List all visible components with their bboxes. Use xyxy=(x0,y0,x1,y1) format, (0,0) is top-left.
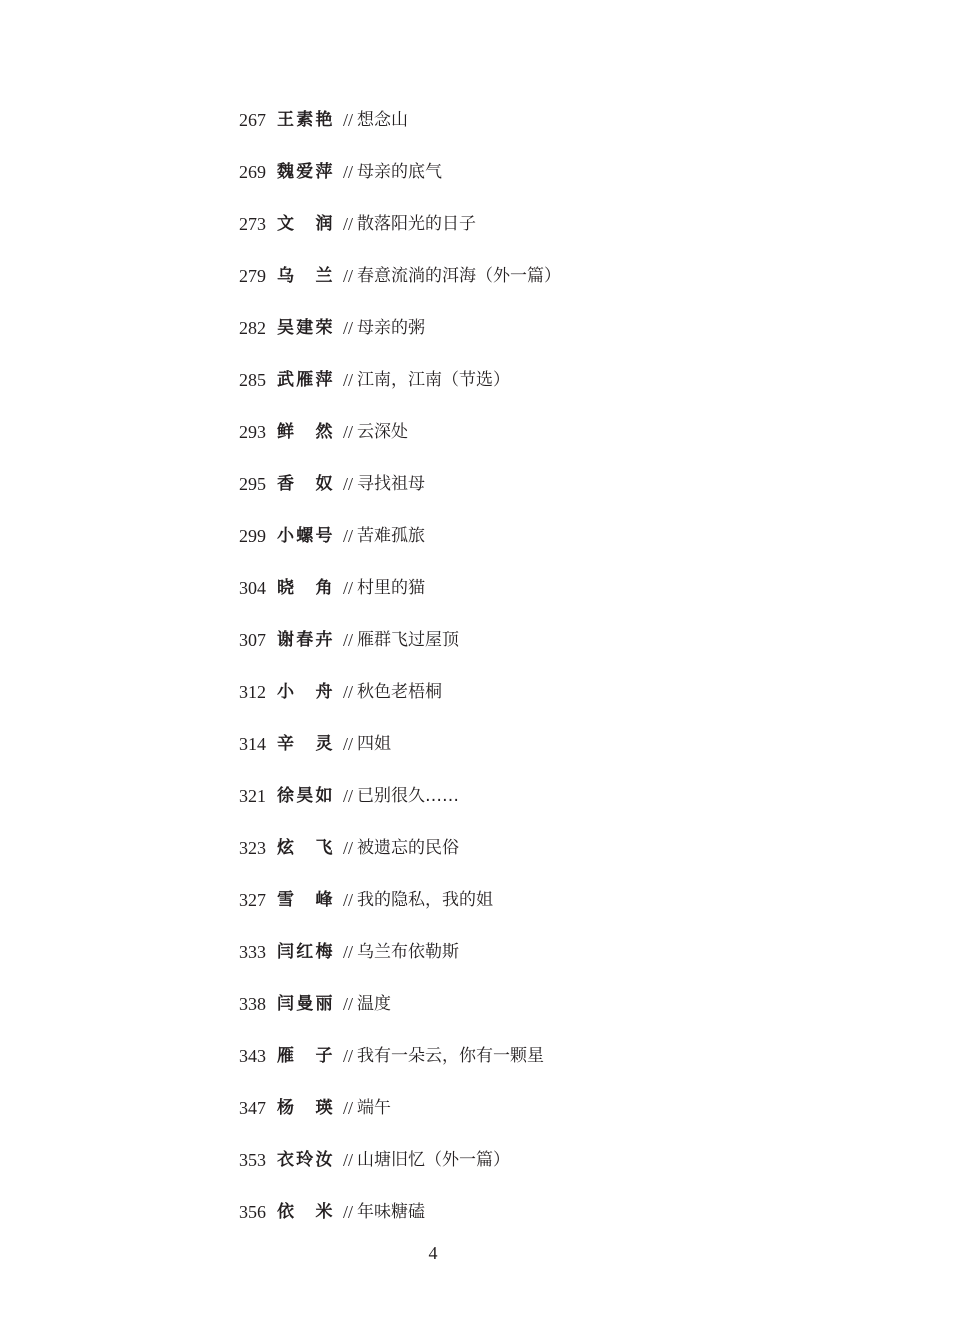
toc-entry-separator: // xyxy=(343,1098,354,1118)
toc-entry-page: 279 xyxy=(239,266,266,286)
toc-entry-page: 347 xyxy=(239,1098,266,1118)
toc-entry xyxy=(239,264,839,316)
toc-entry-page: 299 xyxy=(239,526,266,546)
toc-entry-author: 鲜然 xyxy=(277,422,333,442)
toc-entry-author: 文润 xyxy=(277,214,333,234)
toc-entry-page: 285 xyxy=(239,370,266,390)
toc-entry-separator: // xyxy=(343,110,354,130)
toc-entry-author: 吴建荣 xyxy=(277,318,333,338)
toc-entry-title: 山塘旧忆（外一篇） xyxy=(357,1150,511,1170)
toc-entry-separator: // xyxy=(343,942,354,962)
toc-entry-title: 母亲的粥 xyxy=(357,318,426,338)
toc-entry xyxy=(239,524,839,576)
toc-entry-author: 武雁萍 xyxy=(277,370,333,390)
toc-entry-author: 辛灵 xyxy=(277,734,333,754)
toc-entry-separator: // xyxy=(343,890,354,910)
toc-entry-author: 雪峰 xyxy=(277,890,333,910)
toc-entry-separator: // xyxy=(343,630,354,650)
toc-entry-page: 282 xyxy=(239,318,266,338)
toc-entry-page: 333 xyxy=(239,942,266,962)
toc-entry-separator: // xyxy=(343,422,354,442)
toc-entry-separator: // xyxy=(343,578,354,598)
toc-entry-page: 295 xyxy=(239,474,266,494)
toc-entry-page: 353 xyxy=(239,1150,266,1170)
toc-entry-author: 魏爱萍 xyxy=(277,162,333,182)
toc-entry xyxy=(239,160,839,212)
toc-entry-author: 闫红梅 xyxy=(277,942,333,962)
toc-entry-separator: // xyxy=(343,994,354,1014)
toc-entry-author: 闫曼丽 xyxy=(277,994,333,1014)
toc-entry-page: 327 xyxy=(239,890,266,910)
table-of-contents xyxy=(239,108,839,1252)
toc-entry-title: 端午 xyxy=(357,1098,392,1118)
toc-entry-separator: // xyxy=(343,1202,354,1222)
toc-entry-author: 王素艳 xyxy=(277,110,333,130)
toc-entry-author: 依米 xyxy=(277,1202,333,1222)
toc-entry-page: 312 xyxy=(239,682,266,702)
toc-entry-author: 香奴 xyxy=(277,474,333,494)
toc-entry-title: 温度 xyxy=(357,994,392,1014)
toc-entry-title: 寻找祖母 xyxy=(357,474,426,494)
toc-entry xyxy=(239,836,839,888)
toc-entry-title: 被遗忘的民俗 xyxy=(357,838,460,858)
toc-entry-title: 我有一朵云，你有一颗星 xyxy=(357,1046,545,1066)
toc-entry-page: 307 xyxy=(239,630,266,650)
toc-entry-page: 321 xyxy=(239,786,266,806)
toc-entry-separator: // xyxy=(343,786,354,806)
toc-entry-title: 苦难孤旅 xyxy=(357,526,426,546)
toc-entry-separator: // xyxy=(343,318,354,338)
toc-entry-separator: // xyxy=(343,474,354,494)
toc-entry-separator: // xyxy=(343,214,354,234)
toc-entry xyxy=(239,940,839,992)
toc-entry-separator: // xyxy=(343,526,354,546)
toc-entry xyxy=(239,1044,839,1096)
toc-entry-author: 炫飞 xyxy=(277,838,333,858)
toc-entry-title: 乌兰布依勒斯 xyxy=(357,942,460,962)
toc-entry-title: 雁群飞过屋顶 xyxy=(357,630,460,650)
toc-entry-title: 云深处 xyxy=(357,422,409,442)
toc-entry-title: 散落阳光的日子 xyxy=(357,214,477,234)
toc-entry-page: 338 xyxy=(239,994,266,1014)
toc-entry-title: 年味糖磕 xyxy=(357,1202,426,1222)
toc-entry-page: 273 xyxy=(239,214,266,234)
toc-entry-page: 314 xyxy=(239,734,266,754)
toc-entry xyxy=(239,108,839,160)
toc-entry-page: 267 xyxy=(239,110,266,130)
toc-entry-author: 谢春卉 xyxy=(277,630,333,650)
toc-entry-title: 母亲的底气 xyxy=(357,162,443,182)
toc-entry xyxy=(239,784,839,836)
toc-entry xyxy=(239,368,839,420)
toc-entry-page: 323 xyxy=(239,838,266,858)
toc-entry-separator: // xyxy=(343,266,354,286)
toc-entry-separator: // xyxy=(343,734,354,754)
toc-entry xyxy=(239,1096,839,1148)
toc-entry xyxy=(239,992,839,1044)
toc-entry xyxy=(239,472,839,524)
toc-entry-title: 江南，江南（节选） xyxy=(357,370,511,390)
toc-entry-page: 269 xyxy=(239,162,266,182)
toc-entry-title: 四姐 xyxy=(357,734,392,754)
toc-entry-author: 徐昊如 xyxy=(277,786,333,806)
toc-entry-title: 春意流淌的洱海（外一篇） xyxy=(357,266,562,286)
toc-entry-page: 304 xyxy=(239,578,266,598)
toc-entry-page: 356 xyxy=(239,1202,266,1222)
toc-entry-separator: // xyxy=(343,162,354,182)
toc-entry-title: 想念山 xyxy=(357,110,409,130)
toc-entry-author: 小舟 xyxy=(277,682,333,702)
toc-entry xyxy=(239,420,839,472)
toc-entry-author: 小螺号 xyxy=(277,526,333,546)
toc-entry-title: 秋色老梧桐 xyxy=(357,682,443,702)
toc-entry xyxy=(239,732,839,784)
toc-entry-title: 已别很久…… xyxy=(357,786,460,806)
toc-entry-separator: // xyxy=(343,370,354,390)
toc-entry xyxy=(239,576,839,628)
toc-entry xyxy=(239,316,839,368)
toc-entry-separator: // xyxy=(343,1046,354,1066)
toc-entry xyxy=(239,680,839,732)
toc-entry-page: 343 xyxy=(239,1046,266,1066)
toc-entry xyxy=(239,628,839,680)
toc-entry-separator: // xyxy=(343,1150,354,1170)
toc-entry-author: 衣玲汝 xyxy=(277,1150,333,1170)
toc-entry-author: 雁子 xyxy=(277,1046,333,1066)
toc-entry xyxy=(239,888,839,940)
toc-entry-author: 杨瑛 xyxy=(277,1098,333,1118)
toc-entry xyxy=(239,1148,839,1200)
page-number: 4 xyxy=(428,1243,438,1263)
toc-entry-title: 村里的猫 xyxy=(357,578,426,598)
toc-entry-author: 乌兰 xyxy=(277,266,333,286)
toc-entry xyxy=(239,212,839,264)
toc-entry-separator: // xyxy=(343,682,354,702)
toc-entry-separator: // xyxy=(343,838,354,858)
toc-entry-page: 293 xyxy=(239,422,266,442)
toc-entry-author: 晓角 xyxy=(277,578,333,598)
toc-entry-title: 我的隐私，我的姐 xyxy=(357,890,494,910)
